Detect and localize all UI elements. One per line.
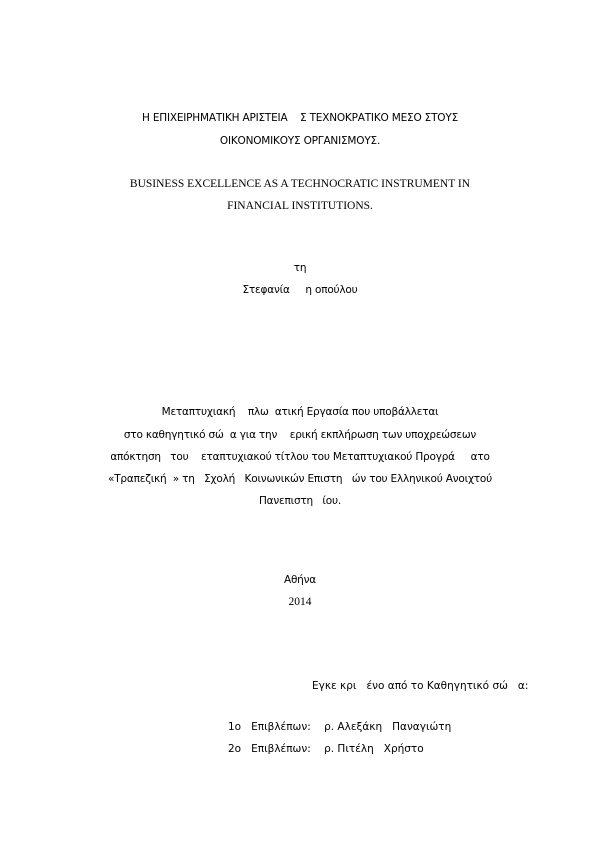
greek-title-line-1: Η ΕΠΙΧΕΙΡΗΜΑΤΙΚΗ ΑΡΙΣΤΕΙΑ Σ ΤΕΧΝΟΚΡΑΤΙΚΟ ΜΕΣΟ ΣΤΟΥΣ [141,112,459,124]
supervisor-1: 1ο Επιβλέπων: ρ. Αλεξάκη Παναγιώτη [228,721,452,733]
greek-title-line-2: ΟΙΚΟΝΟΜΙΚΟΥΣ ΟΡΓΑΝΙΣΜΟΥΣ. [219,135,381,147]
description-line-2: στο καθηγητικό σώ α για την ερική εκπλήρωση των υποχρεώσεων [123,429,477,441]
description-line-3: απόκτηση του εταπτυχιακού τίτλου του Μεταπτυχιακού Προγρά ατο [110,451,490,463]
description-line-5: Πανεπιστη ίου. [258,495,342,507]
supervisor-2: 2ο Επιβλέπων: ρ. Πιτέλη Χρήστο [228,743,424,755]
approved-by-committee: Εγκε κρι ένο από το Καθηγητικό σώ α: [312,680,529,692]
year: 2014 [288,596,312,608]
by-label: τη [293,262,307,274]
city: Αθήνα [283,574,317,586]
description-line-4: «Τραπεζική » τη Σχολή Κοινωνικών Επιστη ών του Ελληνικού Ανοιχτού [107,473,493,485]
english-title-line-2: FINANCIAL INSTITUTIONS. [227,200,373,212]
description-line-1: Μεταπτυχιακή πλω ατική Εργασία που υποβάλλεται [161,406,439,418]
english-title-line-1: BUSINESS EXCELLENCE AS A TECHNOCRATIC INSTRUMENT IN [129,178,471,190]
author-name: Στεφανία η οπούλου [242,284,358,296]
